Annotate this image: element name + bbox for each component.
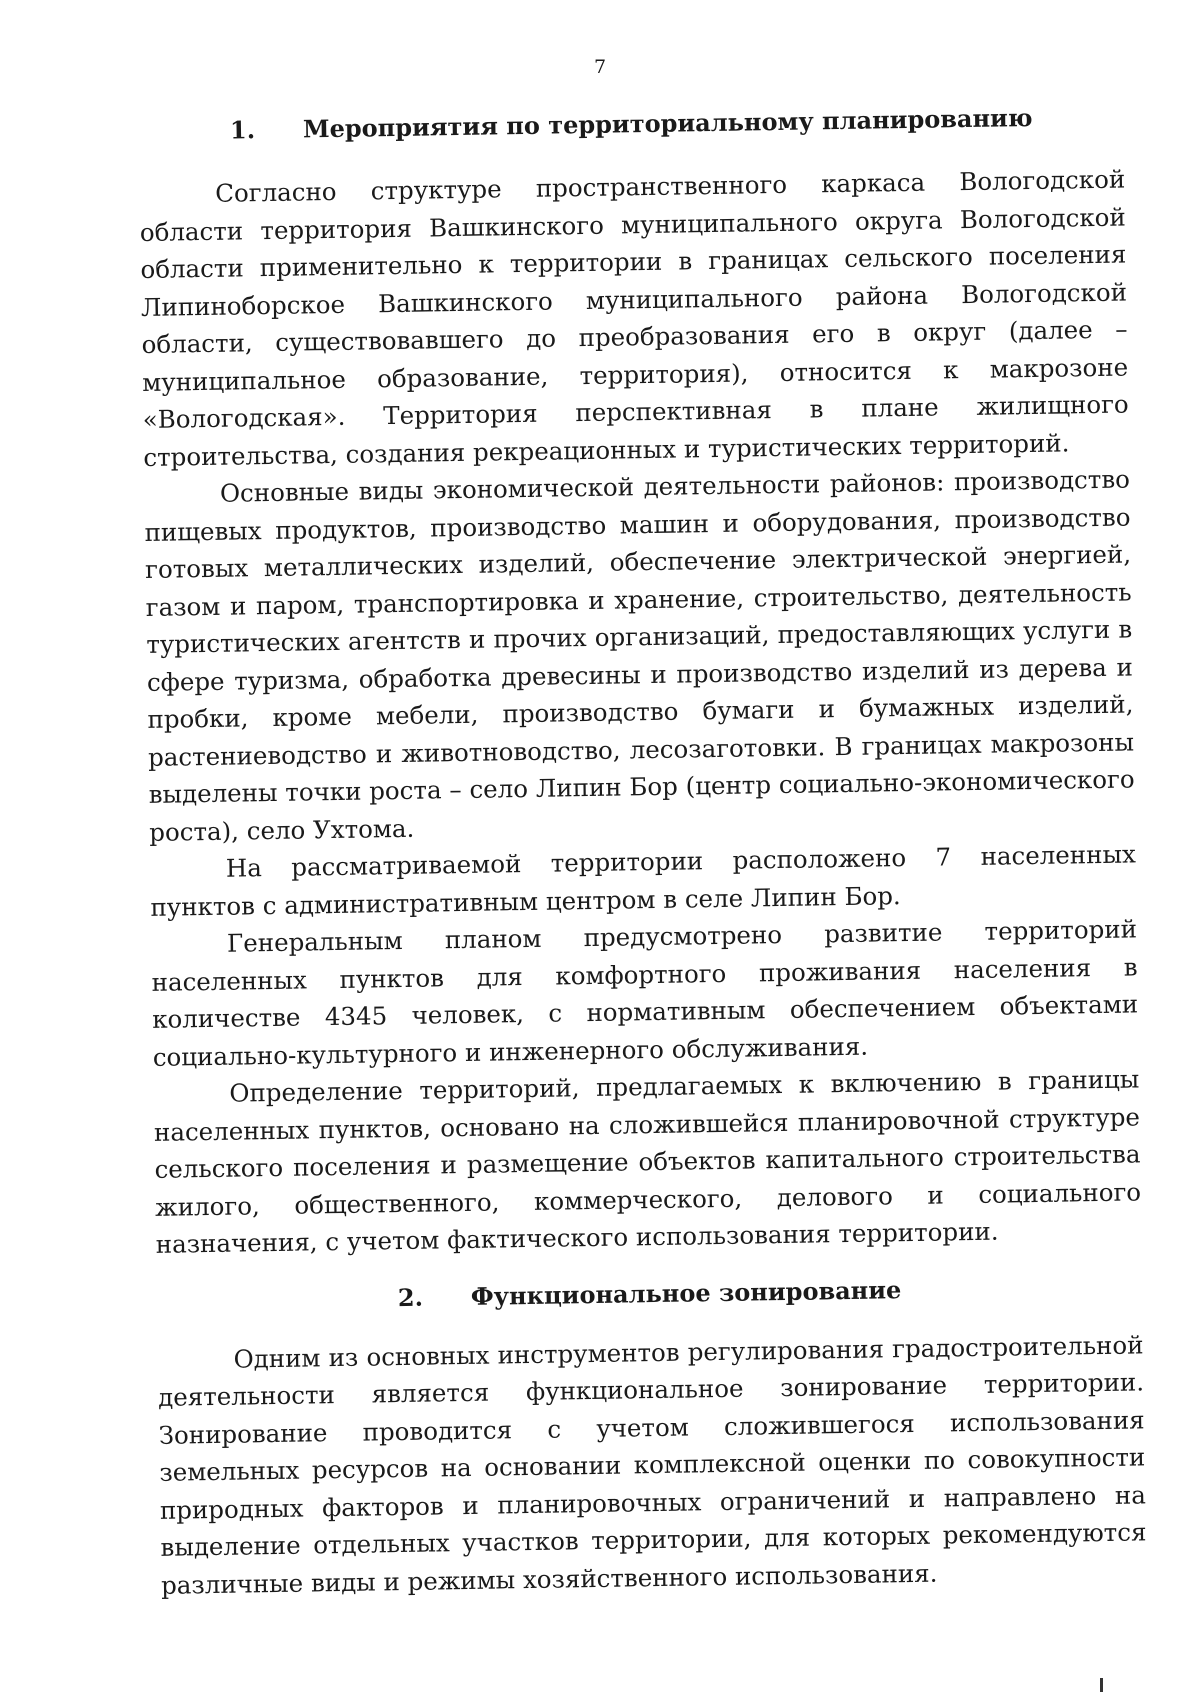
page-number: 7 [593,56,607,78]
paragraph-1-4: Генеральным планом предусмотрено развитие территорий населенных пунктов для комфортного проживания населения в количестве 4345 человек, с нормативным обеспечением объектами социально-культурного и инженерного обслуживания. [151,914,1139,1072]
paragraph-1-3: На рассматриваемой территории расположено 7 населенных пунктов с административным центром в селе Липин Бор. [150,839,1136,922]
paragraph-1-2: Основные виды экономической деятельности районов: производство пищевых продуктов, производство машин и оборудования, производство готовых металлических изделий, обеспечение электрической энергией, газом и паром, транспортировка и хранение, строительство, деятельность туристических агентств и прочих организаций, предоставляющих услуги в сфере туризма, обработка древесины и производство изделий из дерева и пробки, кроме мебели, производство бумаги и бумажных изделий, растениеводство и животноводство, лесозаготовки. В границах макрозоны выделены точки роста – село Липин Бор (центр социально-экономического роста), село Ухтома. [144,464,1135,847]
scan-mark [1100,1678,1103,1692]
section-number-1: 1. [229,115,256,145]
document-body [138,99,1147,1604]
section-title-1: Мероприятия по территориальному планированию [302,102,1033,144]
section-heading-2 [156,1268,1142,1319]
section-heading-1 [138,99,1124,150]
section-title-2: Функциональное зонирование [470,1274,902,1311]
section-number-2: 2. [397,1282,424,1312]
paragraph-1-5: Определение территорий, предлагаемых к включению в границы населенных пунктов, основано на сложившейся планировочной структуре сельского поселения и размещение объектов капитального строительства жилого, общественного, коммерческого, делового и социального назначения, с учетом фактического использования территории. [153,1064,1142,1259]
paragraph-2-1: Одним из основных инструментов регулирования градостроительной деятельности является функциональное зонирование территории. Зонирование проводится с учетом сложившегося использования земельных ресурсов на основании комплексной оценки по совокупности природных факторов и планировочных ограничений и направлено на выделение отдельных участков территории, для которых рекомендуются различные виды и режимы хозяйственного использования. [157,1329,1147,1600]
paragraph-1-1: Согласно структуре пространственного каркаса Вологодской области территория Вашкинского муниципального округа Вологодской области применительно к территории в границах сельского поселения Липиноборское Вашкинского муниципального района Вологодской области, существовавшего до преобразования его в округ (далее – муниципальное образование, территория), относится к макрозоне «Вологодская». Территория перспективная в плане жилищного строительства, создания рекреационных и туристических территорий. [139,164,1129,472]
